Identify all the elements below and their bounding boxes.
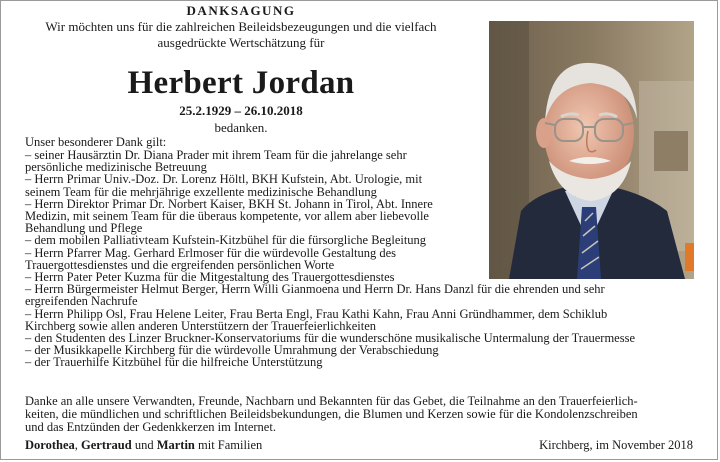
closing-line: Danke an alle unsere Verwandten, Freunde, Nachbarn und Bekannten für das Gebet, die Teilnahme an den Trauerfeierlich- [25,394,638,408]
portrait-photo [489,21,694,279]
list-line: ergreifenden Nachrufe [25,294,138,309]
thanked-line: bedanken. [214,120,268,135]
list-line: persönliche medizinische Betreuung [25,160,207,175]
signer-name: Dorothea [25,438,75,452]
special-thanks-heading: Unser besonderer Dank gilt: [25,135,167,149]
list-line: – der Trauerhilfe Kitzbühel für die hilfreiche Unterstützung [25,355,323,370]
signer-separator: und [131,438,157,452]
list-line: Medizin, mit seinem Team für die überaus kompetente, vor allem aber liebevolle [25,209,429,224]
place-date: Kirchberg, im November 2018 [539,438,693,452]
list-line: – dem mobilen Palliativteam Kufstein-Kitzbühel für die fürsorgliche Begleitung [25,233,427,248]
intro-text [1,19,481,51]
life-dates: 25.2.1929 – 26.10.2018 [179,103,303,118]
list-line: – den Studenten des Linzer Bruckner-Konservatoriums für die wunderschöne musikalische Untermalung der Trauermesse [25,331,636,346]
signer-name: Martin [156,438,195,452]
list-line: Kirchberg sowie allen anderen Unterstützern der Trauerfeierlichkeiten [25,318,377,333]
list-line: – Herrn Pater Peter Kuzma für die Mitgestaltung des Trauergottesdienstes [25,270,395,285]
signer-name: Gertraud [81,438,132,452]
list-line: – seiner Hausärztin Dr. Diana Prader mit ihrem Team für die jahrelange sehr [25,148,407,162]
notice-heading: DANKSAGUNG [186,3,296,18]
closing-paragraph [25,395,697,434]
list-line: seinem Team für die mehrjährige exzellente medizinische Behandlung [25,184,377,199]
list-line: – Herrn Bürgermeister Helmut Berger, Herrn Willi Gianmoena und Herrn Dr. Hans Danzl für die ehrenden und sehr [25,282,605,297]
list-line: – Herrn Primar Univ.-Doz. Dr. Lorenz Höltl, BKH Kufstein, Abt. Urologie, mit [25,172,423,187]
intro-line: Wir möchten uns für die zahlreichen Beileidsbezeugungen und die vielfach [45,19,437,34]
intro-line: ausgedrückte Wertschätzung für [157,35,325,50]
signers [25,438,262,453]
signer-separator: , [74,438,82,452]
list-line: Behandlung und Pflege [25,221,143,236]
list-line: – Herrn Direktor Primar Dr. Norbert Kaiser, BKH St. Johann in Tirol, Abt. Innere [25,196,433,211]
deceased-name: Herbert Jordan [127,65,355,101]
list-line: – der Musikkapelle Kirchberg für die würdevolle Umrahmung der Verabschiedung [25,343,439,358]
list-line: Trauergottesdienstes und die ergreifenden persönlichen Worte [25,257,335,272]
closing-line: und das Entzünden der Gedenkkerzen im Internet. [25,420,276,434]
signer-suffix: mit Familien [194,438,263,452]
closing-line: keiten, die mündlichen und schriftlichen Beileidsbekundungen, die Blumen und Kerzen sowie für die Kondolenzschreiben [25,407,638,421]
list-line: – Herrn Pfarrer Mag. Gerhard Erlmoser für die würdevolle Gestaltung des [25,245,397,260]
list-line: – Herrn Philipp Osl, Frau Helene Leiter, Frau Berta Engl, Frau Kathi Kahn, Frau Anni Gründhammer, dem Schiklub [25,306,608,321]
